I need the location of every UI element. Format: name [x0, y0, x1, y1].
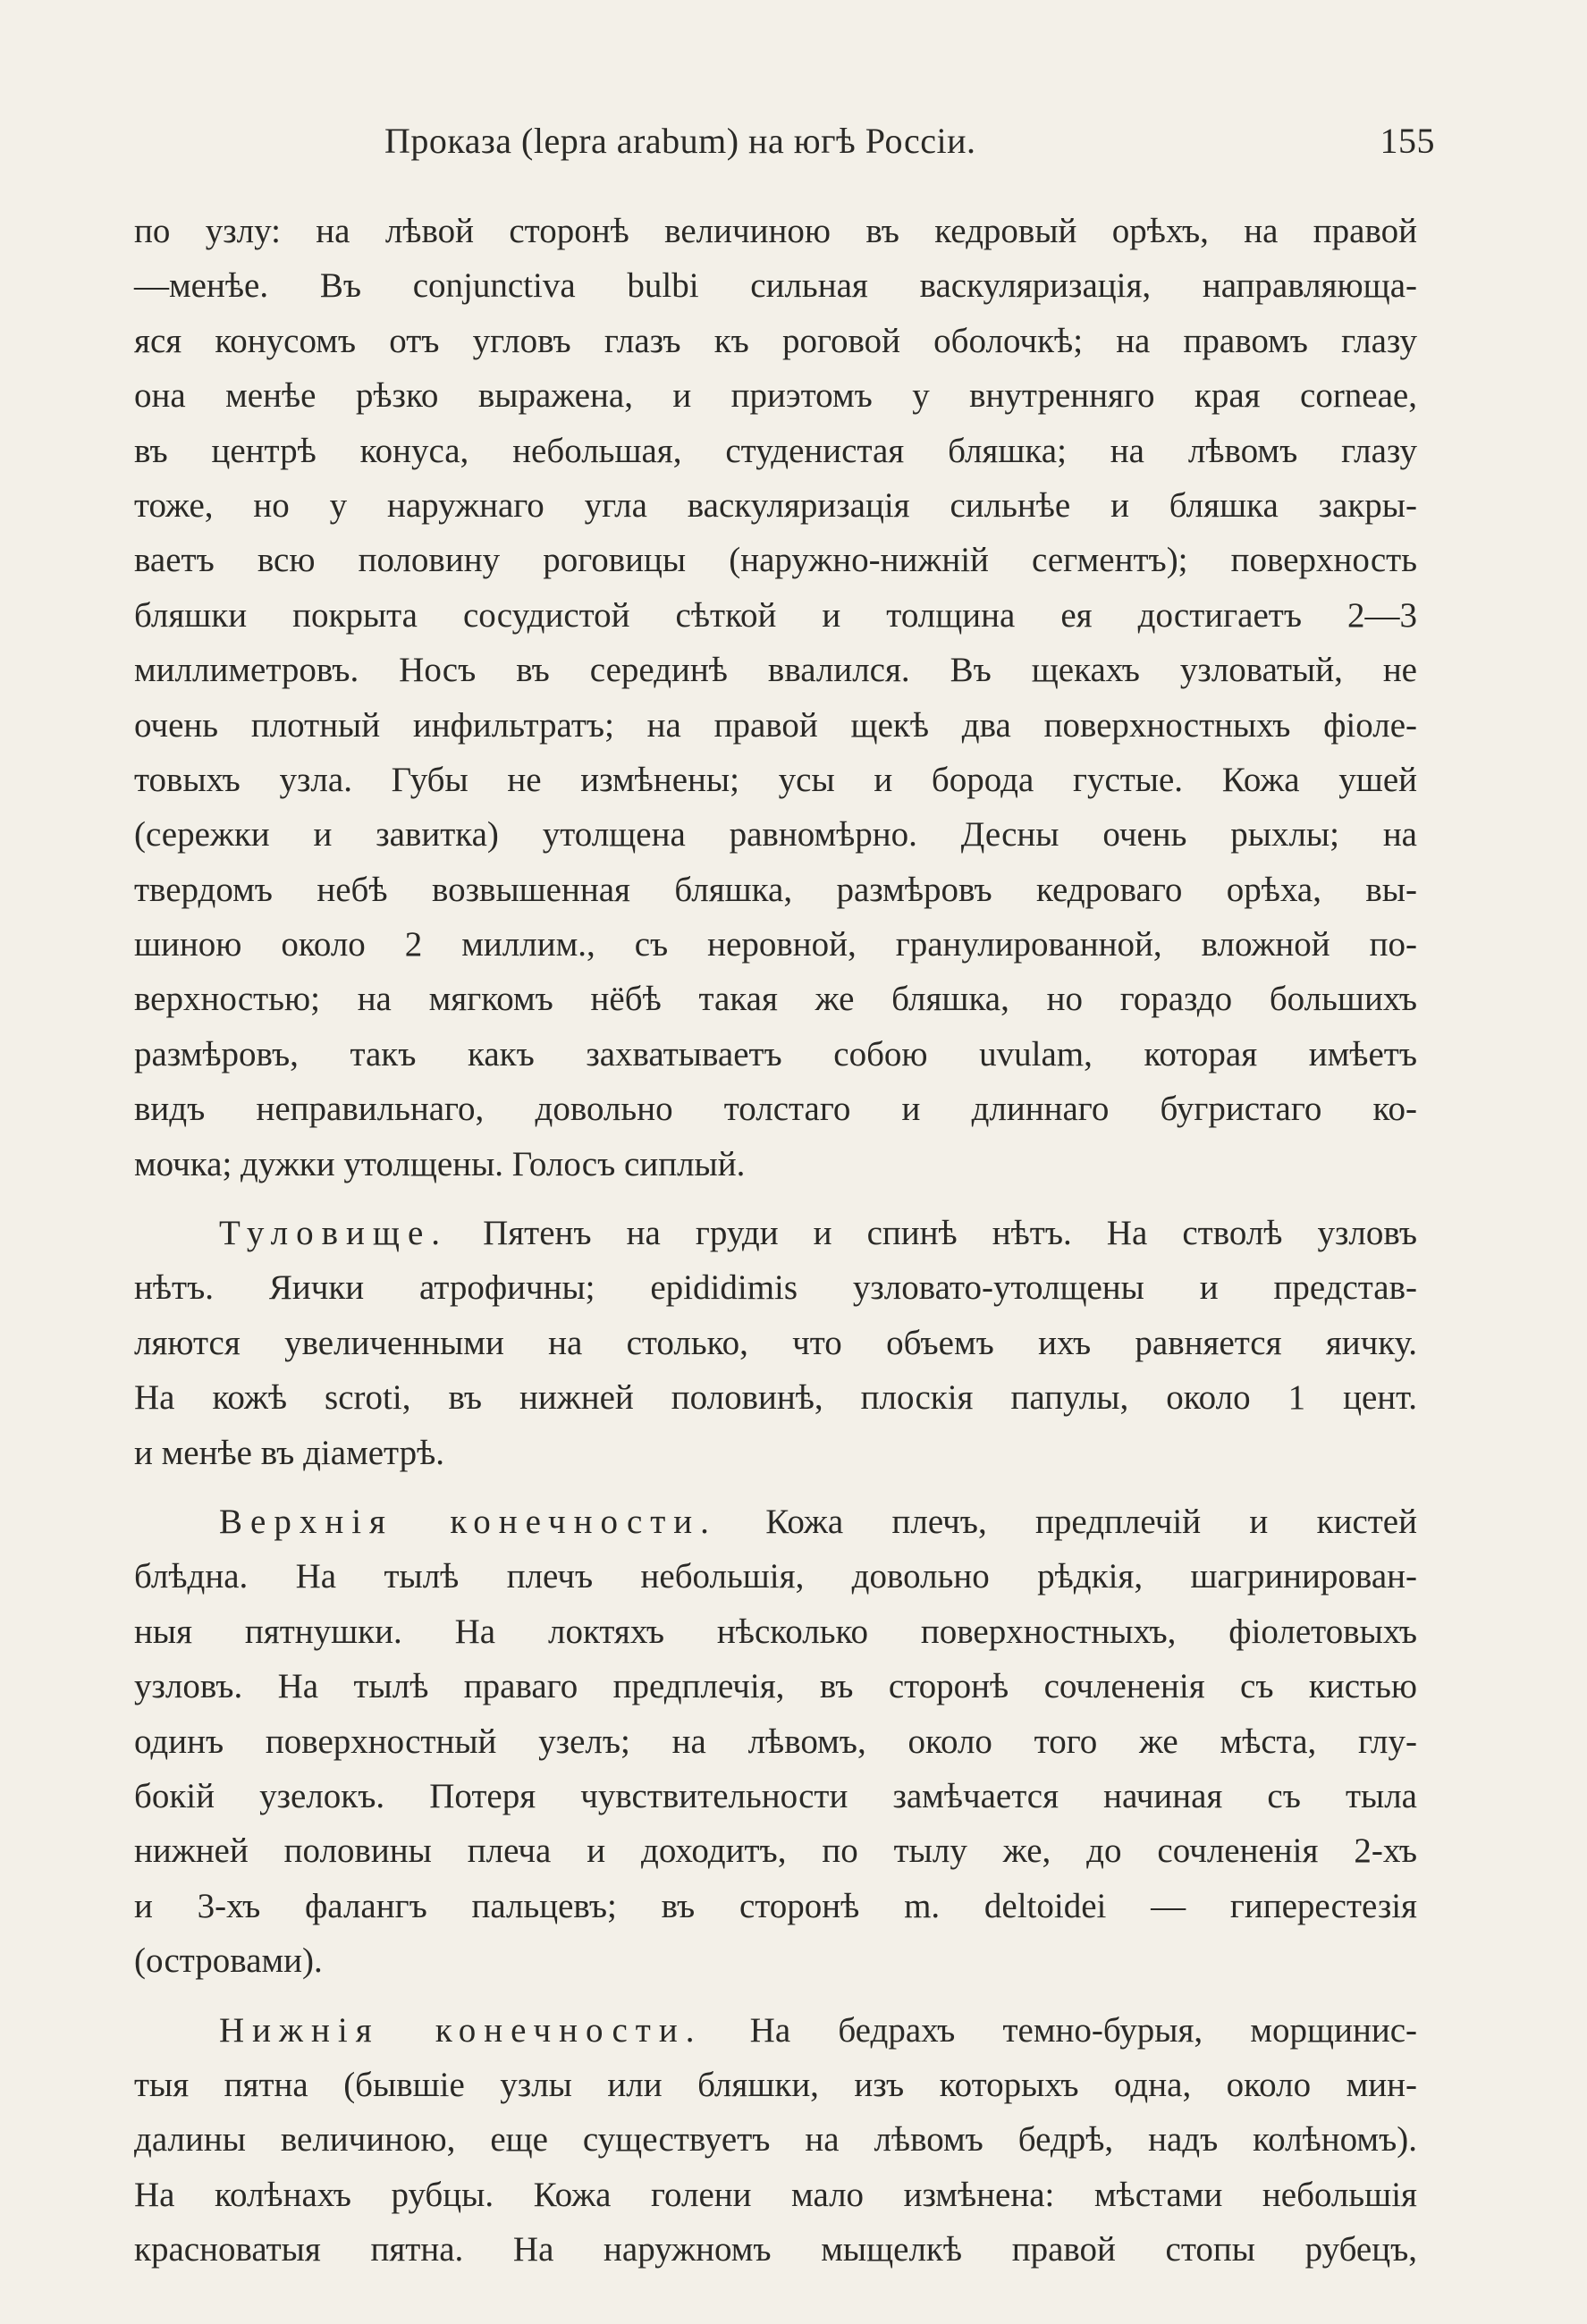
text-line: ныя пятнушки. На локтяхъ нѣсколько поверхностныхъ, фіолетовыхъ — [134, 1612, 1417, 1651]
text-line: тоже, но у наружнаго угла васкуляризація сильнѣе и бляшка закры- — [134, 485, 1417, 525]
section-heading-lower-limbs: Нижнія конечности. — [219, 2010, 703, 2050]
text-line: далины величиною, еще существуетъ на лѣвомъ бедрѣ, надъ колѣномъ). — [134, 2120, 1417, 2160]
text-line: ваетъ всю половину роговицы (наружно-нижній сегментъ); поверхность — [134, 541, 1417, 580]
section-heading-upper-limbs: Верхнія конечности. — [219, 1502, 717, 1541]
text-line: Верхнія конечности. Кожа плечъ, предплечій и кистей — [219, 1502, 1417, 1541]
text-line: На кожѣ scroti, въ нижней половинѣ, плоскія папулы, около 1 цент. — [134, 1378, 1417, 1418]
body-text — [134, 204, 1417, 2277]
paragraph — [134, 1495, 1417, 1989]
text-line: (сережки и завитка) утолщена равномѣрно. Десны очень рыхлы; на — [134, 815, 1417, 855]
page-number: 155 — [1380, 121, 1435, 161]
paragraph — [134, 1206, 1417, 1480]
text-line: твердомъ небѣ возвышенная бляшка, размѣровъ кедроваго орѣха, вы- — [134, 870, 1417, 909]
text-line: На колѣнахъ рубцы. Кожа голени мало измѣнена: мѣстами небольшія — [134, 2175, 1417, 2214]
text-line: тыя пятна (бывшіе узлы или бляшки, изъ которыхъ одна, около мин- — [134, 2065, 1417, 2104]
text-line: товыхъ узла. Губы не измѣнены; усы и борода густые. Кожа ушей — [134, 760, 1417, 799]
text-line: одинъ поверхностный узелъ; на лѣвомъ, около того же мѣста, глу- — [134, 1722, 1417, 1761]
text-line: верхностью; на мягкомъ нёбѣ такая же бляшка, но гораздо большихъ — [134, 980, 1417, 1019]
text-line: ляются увеличенными на столько, что объемъ ихъ равняется яичку. — [134, 1323, 1417, 1362]
text-line: миллиметровъ. Носъ въ серединѣ ввалился. Въ щекахъ узловатый, не — [134, 651, 1417, 690]
text-line: шиною около 2 миллим., съ неровной, гранулированной, вложной по- — [134, 925, 1417, 964]
text-line: узловъ. На тылѣ праваго предплечія, въ сторонѣ сочлененія съ кистью — [134, 1667, 1417, 1706]
running-head — [134, 114, 1435, 168]
text-line: нижней половины плеча и доходитъ, по тылу же, до сочлененія 2-хъ — [134, 1831, 1417, 1871]
paragraph — [134, 2003, 1417, 2278]
running-title: Проказа (lepra arabum) на югѣ Россіи. — [384, 121, 976, 161]
text-line: —менѣе. Въ conjunctiva bulbi сильная васкуляризація, направляюща- — [134, 266, 1417, 306]
text-line: красноватыя пятна. На наружномъ мыщелкѣ правой стопы рубецъ, — [134, 2230, 1417, 2269]
text-line: въ центрѣ конуса, небольшая, студенистая бляшка; на лѣвомъ глазу — [134, 431, 1417, 470]
text-line: очень плотный инфильтратъ; на правой щекѣ два поверхностныхъ фіоле- — [134, 705, 1417, 745]
text-line: бокій узелокъ. Потеря чувствительности замѣчается начиная съ тыла — [134, 1776, 1417, 1815]
text-line: нѣтъ. Яички атрофичны; epididimis узловато-утолщены и представ- — [134, 1268, 1417, 1308]
section-heading-torso: Туловище. — [219, 1214, 449, 1253]
text-line: мочка; дужки утолщены. Голосъ сиплый. — [134, 1144, 746, 1183]
text-line: по узлу: на лѣвой сторонѣ величиною въ кедровый орѣхъ, на правой — [134, 212, 1417, 250]
text-line: и 3-хъ фалангъ пальцевъ; въ сторонѣ m. deltoidei — гиперестезія — [134, 1886, 1417, 1925]
text-line: яся конусомъ отъ угловъ глазъ къ роговой оболочкѣ; на правомъ глазу — [134, 321, 1417, 360]
text-line: видъ неправильнаго, довольно толстаго и длиннаго бугристаго ко- — [134, 1090, 1417, 1129]
paragraph — [134, 204, 1417, 1191]
text-line: Туловище. Пятенъ на груди и спинѣ нѣтъ. На стволѣ узловъ — [219, 1214, 1417, 1253]
text-line: она менѣе рѣзко выражена, и приэтомъ у внутренняго края corneae, — [134, 376, 1417, 416]
text-line: и менѣе въ діаметрѣ. — [134, 1433, 445, 1472]
text-line: Нижнія конечности. На бедрахъ темно-бурыя, морщинис- — [219, 2010, 1417, 2050]
text-line: размѣровъ, такъ какъ захватываетъ собою uvulam, которая имѣетъ — [134, 1034, 1417, 1074]
text-line: (островами). — [134, 1941, 323, 1981]
text-line: бляшки покрыта сосудистой сѣткой и толщина ея достигаетъ 2—3 — [134, 595, 1417, 635]
text-line: блѣдна. На тылѣ плечъ небольшія, довольно рѣдкія, шагринирован- — [134, 1557, 1417, 1596]
